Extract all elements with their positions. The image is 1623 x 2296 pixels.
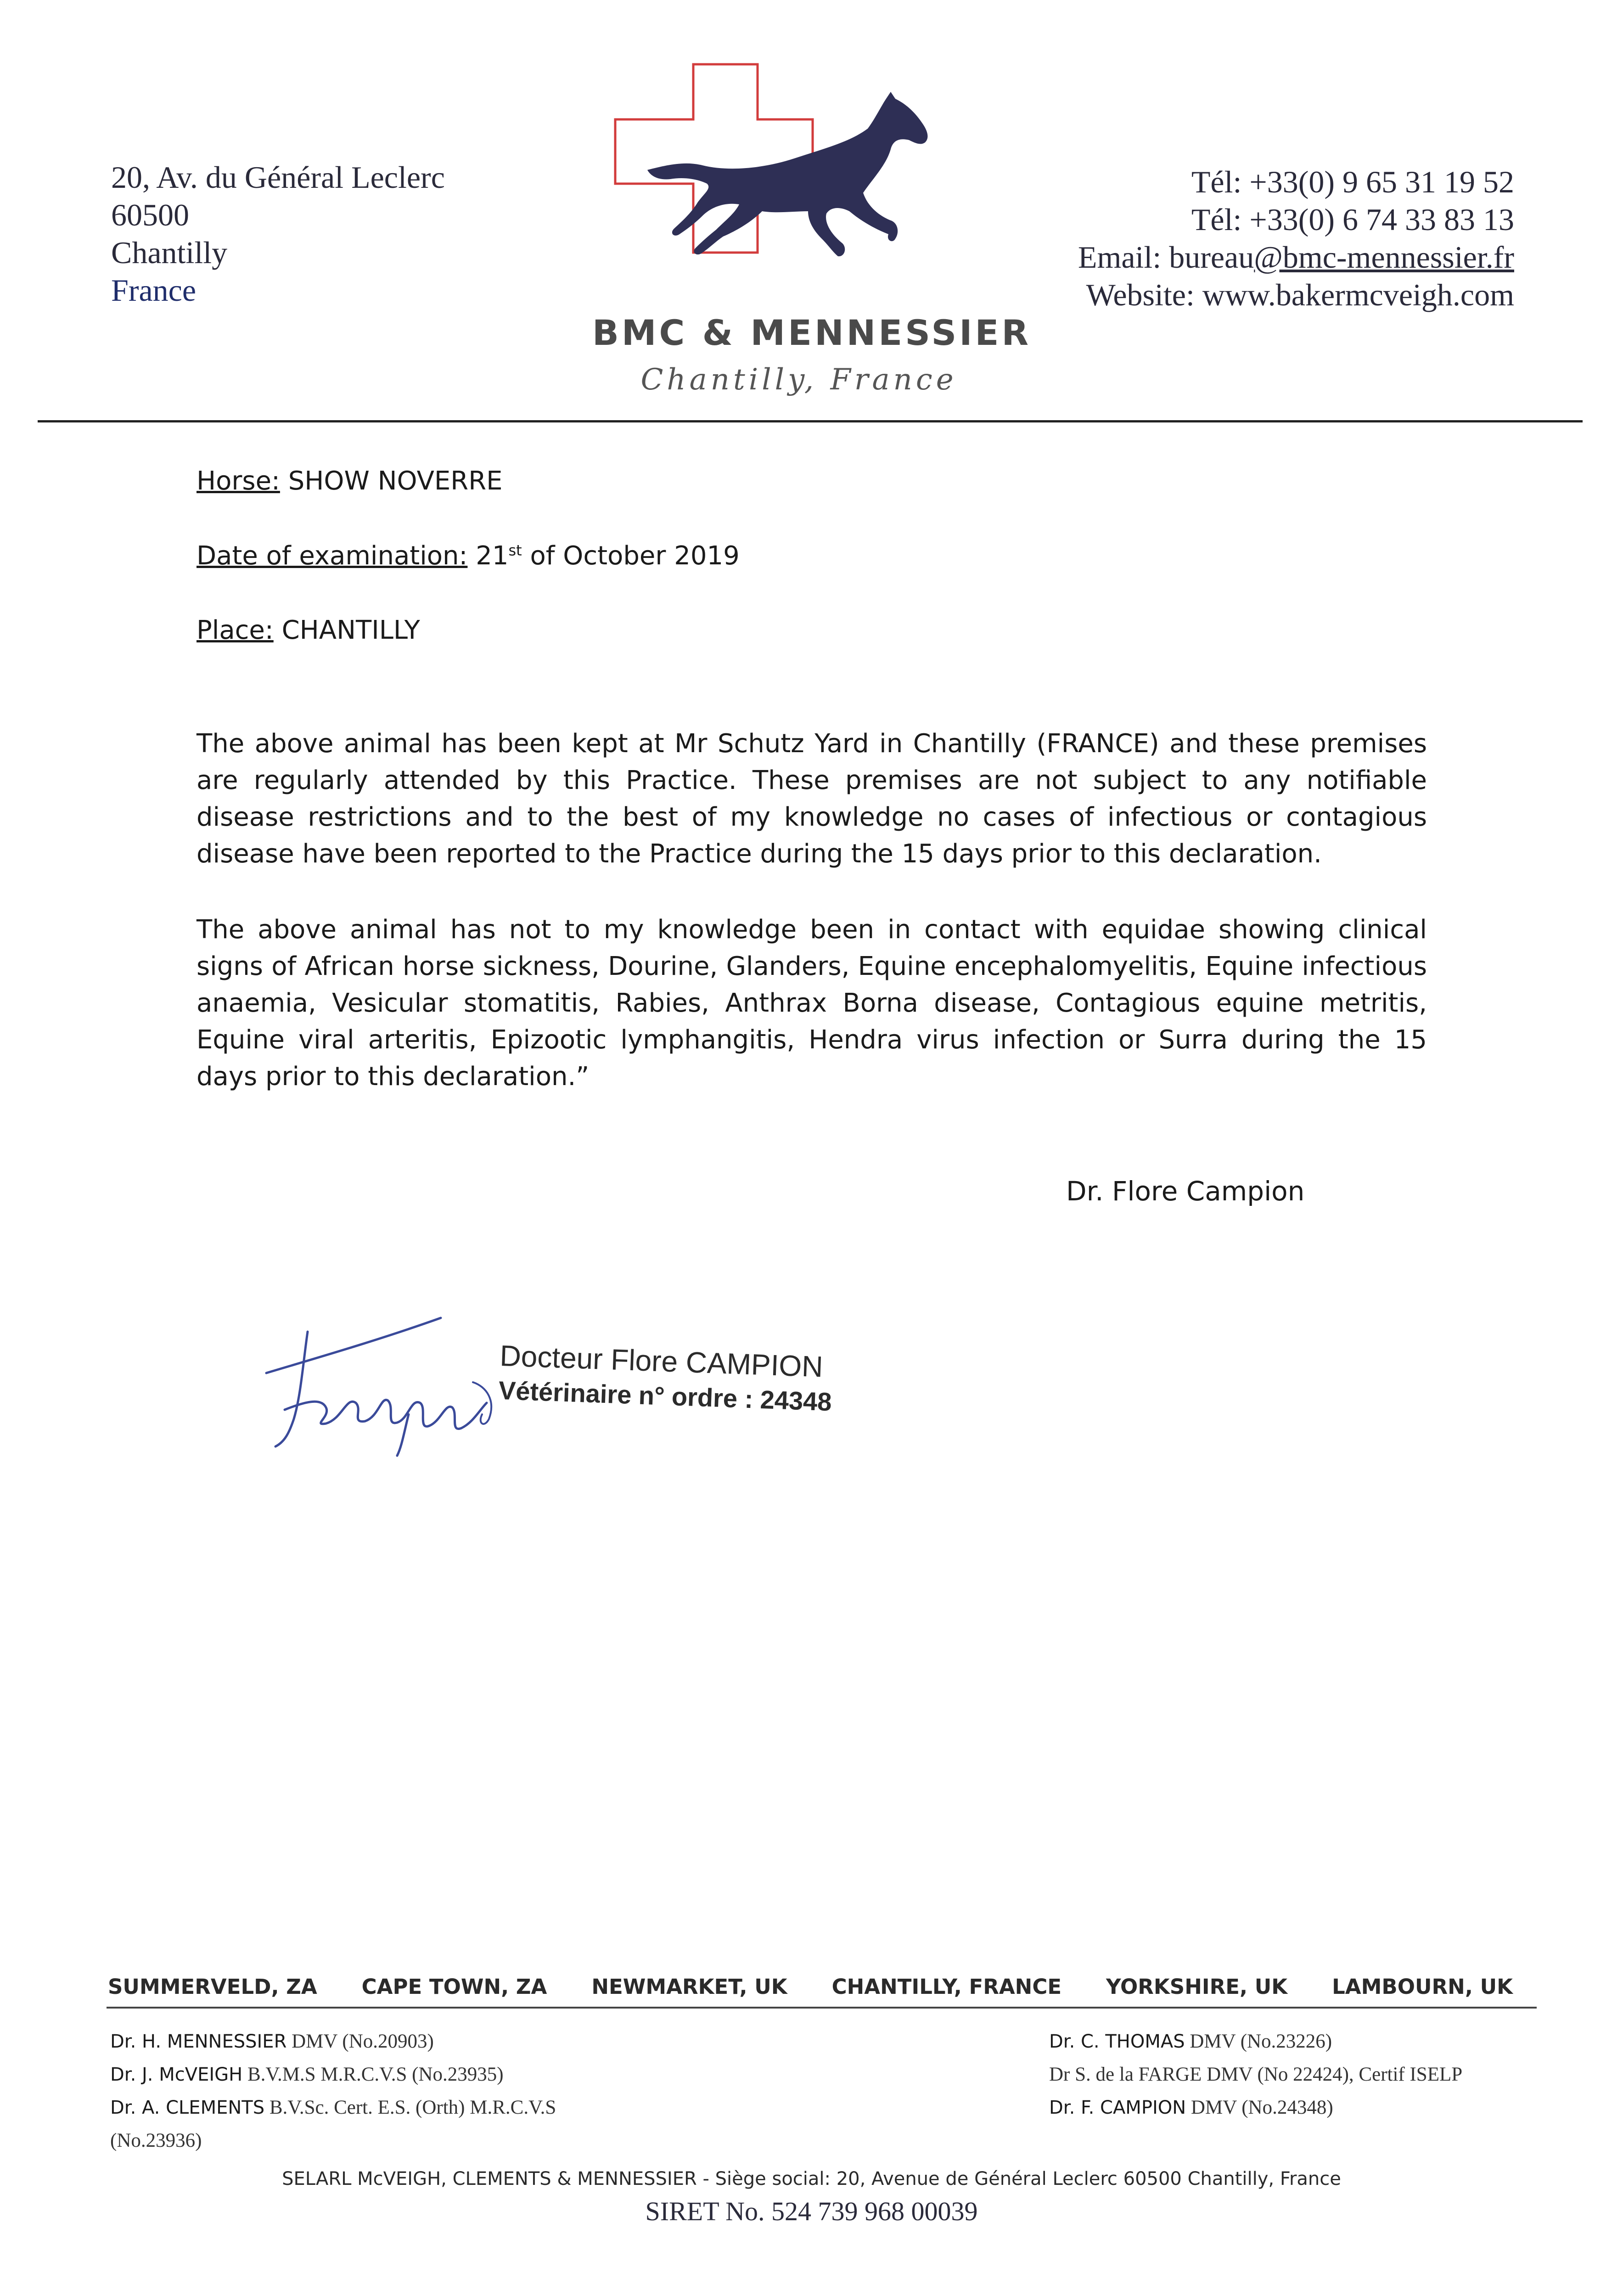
vet-entry — [110, 2091, 556, 2124]
handwritten-signature — [257, 1304, 514, 1460]
vet-credentials: DMV (No.20903) — [286, 2031, 434, 2052]
place-label: Place: — [197, 615, 274, 645]
vet-name: Dr. H. MENNESSIER — [110, 2031, 287, 2052]
address-city: Chantilly — [111, 235, 228, 270]
siret-number: SIRET No. 524 739 968 00039 — [645, 2196, 978, 2226]
office-location: SUMMERVELD, ZA — [108, 1975, 317, 1999]
email-link[interactable]: @bmc-mennessier.fr — [1254, 240, 1514, 275]
vet-name: Dr. J. McVEIGH — [110, 2064, 243, 2085]
address-street: 20, Av. du Général Leclerc — [111, 160, 445, 195]
place-value: CHANTILLY — [281, 615, 420, 645]
horse-field — [197, 466, 1427, 496]
logo-subtitle: Chantilly, France — [640, 363, 957, 397]
office-location: CHANTILLY, FRANCE — [831, 1975, 1062, 1999]
vet-entry — [110, 2058, 556, 2091]
vet-name: Dr. F. CAMPION — [1049, 2097, 1186, 2118]
practice-logo — [592, 55, 1031, 413]
vet-credentials: Dr S. de la FARGE DMV (No 22424), Certif ISELP — [1049, 2064, 1463, 2085]
date-label: Date of examination: — [197, 541, 468, 571]
office-location: LAMBOURN, UK — [1332, 1975, 1513, 1999]
address-postcode: 60500 — [111, 197, 189, 232]
footer-divider — [107, 2007, 1537, 2009]
vet-entry — [1049, 2025, 1462, 2058]
header-divider — [38, 420, 1583, 422]
stamp-registration: Vétérinaire n° ordre : 24348 — [498, 1375, 832, 1417]
contact-block — [1078, 163, 1514, 314]
date-rest: of October 2019 — [530, 541, 740, 571]
vet-name: Dr. A. CLEMENTS — [110, 2097, 265, 2118]
office-locations — [108, 1975, 1513, 1999]
signatory-name: Dr. Flore Campion — [1066, 1176, 1305, 1207]
vet-credentials: DMV (No.23226) — [1185, 2031, 1332, 2052]
vet-credentials: DMV (No.24348) — [1186, 2097, 1333, 2118]
vet-entry — [1049, 2091, 1462, 2124]
date-day: 21 — [476, 541, 509, 571]
email-line — [1078, 238, 1514, 276]
address-block — [111, 158, 445, 309]
website-line[interactable]: Website: www.bakermcveigh.com — [1086, 277, 1514, 312]
office-location: NEWMARKET, UK — [591, 1975, 787, 1999]
phone-2: Tél: +33(0) 6 74 33 83 13 — [1191, 202, 1514, 237]
paragraph-contact: The above animal has not to my knowledge been in contact with equidae showing clinical signs of African horse sickness, Dourine, Glanders, Equine encephalomyelitis, Equine infectious anaemia, Vesicular stomatitis, Rabies, Anthrax Borna disease, Contagious equine metritis, Equine viral arteritis, Epizootic lymphangitis, Hendra virus infection or Surra during the 15 days prior to this declaration.” — [197, 915, 1427, 1092]
place-field — [197, 615, 1427, 645]
phone-1: Tél: +33(0) 9 65 31 19 52 — [1191, 164, 1514, 199]
horse-icon — [647, 92, 927, 256]
address-country: France — [111, 273, 197, 308]
vet-entry — [110, 2124, 556, 2157]
office-location: YORKSHIRE, UK — [1106, 1975, 1288, 1999]
date-suffix: st — [508, 541, 522, 559]
date-field — [197, 541, 1427, 571]
vet-stamp — [498, 1339, 833, 1417]
email-label: Email: bureau — [1078, 240, 1254, 275]
vet-credentials: B.V.M.S M.R.C.V.S (No.23935) — [242, 2064, 504, 2085]
vet-entry — [110, 2025, 556, 2058]
paragraph-premises: The above animal has been kept at Mr Schutz Yard in Chantilly (FRANCE) and these premises are regularly attended by this Practice. These premises are not subject to any notifiable disease restrictions and to the best of my knowledge no cases of infectious or contagious disease have been reported to the Practice during the 15 days prior to this declaration. — [197, 729, 1427, 869]
vet-name: Dr. C. THOMAS — [1049, 2031, 1185, 2052]
vets-list-right — [1049, 2025, 1462, 2124]
stamp-name: Docteur Flore CAMPION — [499, 1339, 824, 1384]
logo-name: BMC & MENNESSIER — [592, 312, 1031, 353]
red-cross-icon — [615, 64, 813, 253]
company-registration: SELARL McVEIGH, CLEMENTS & MENNESSIER - Siège social: 20, Avenue de Général Leclerc 60500 Chantilly, France — [282, 2168, 1341, 2189]
vet-credentials: B.V.Sc. Cert. E.S. (Orth) M.R.C.V.S — [264, 2097, 556, 2118]
horse-value: SHOW NOVERRE — [288, 466, 503, 496]
vets-list-left — [110, 2025, 556, 2157]
vet-entry — [1049, 2058, 1462, 2091]
vet-credentials: (No.23936) — [110, 2130, 202, 2151]
horse-label: Horse: — [197, 466, 280, 496]
office-location: CAPE TOWN, ZA — [361, 1975, 547, 1999]
